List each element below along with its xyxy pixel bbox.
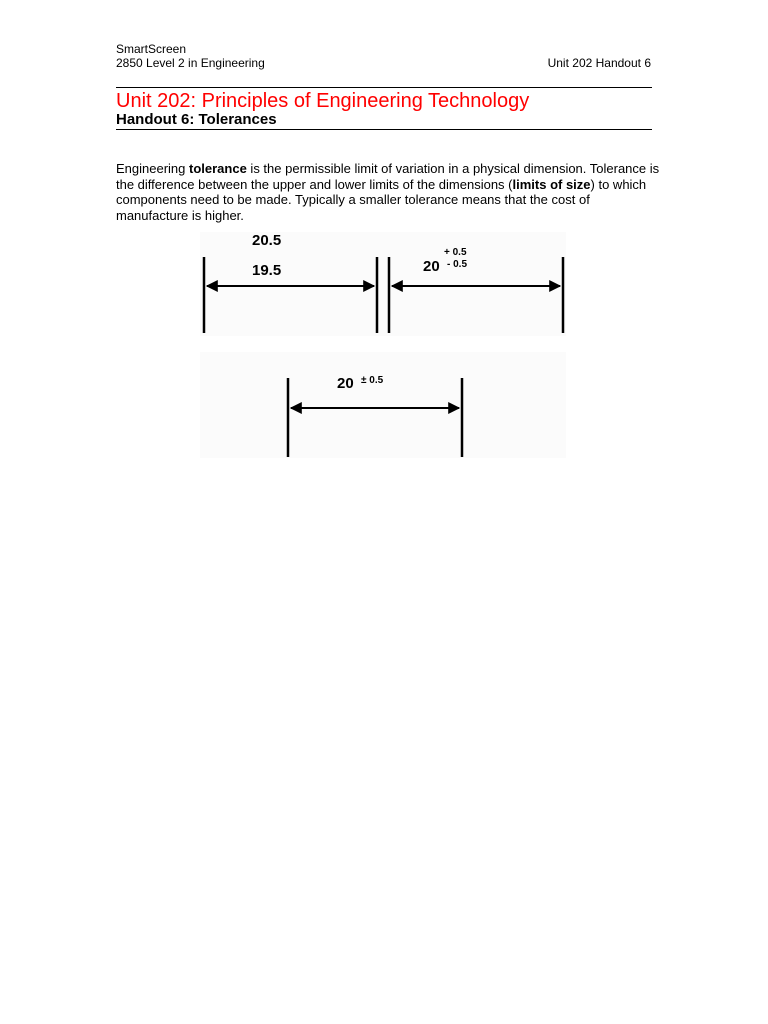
plus-minus-deviation-label: ± 0.5 bbox=[361, 375, 384, 386]
header-handout-ref: Unit 202 Handout 6 bbox=[547, 56, 651, 70]
upper-deviation-label: + 0.5 bbox=[444, 247, 467, 258]
lower-deviation-label: - 0.5 bbox=[447, 259, 468, 270]
header-org: SmartScreen bbox=[116, 42, 187, 56]
term-tolerance: tolerance bbox=[189, 161, 247, 176]
nominal-size-label: 20 bbox=[423, 258, 440, 275]
page-subtitle: Handout 6: Tolerances bbox=[116, 111, 277, 128]
nominal-size-label: 20 bbox=[337, 375, 354, 392]
page-title: Unit 202: Principles of Engineering Technology bbox=[116, 90, 530, 112]
lower-limit-label: 19.5 bbox=[252, 262, 282, 279]
document-header bbox=[116, 42, 265, 70]
intro-text-1: Engineering bbox=[116, 161, 189, 176]
header-rule bbox=[116, 87, 652, 88]
upper-limit-label: 20.5 bbox=[252, 232, 282, 249]
term-limits-of-size: limits of size bbox=[512, 176, 591, 192]
plus-minus-tolerance-figure bbox=[200, 352, 566, 458]
intro-paragraph bbox=[116, 161, 661, 223]
title-rule bbox=[116, 129, 652, 130]
header-course: 2850 Level 2 in Engineering bbox=[116, 56, 265, 70]
intro-text-3: ) to which components need to be made. Typically a smaller tolerance means that the cost of manufacture is higher. bbox=[116, 176, 647, 223]
intro-text-2: is the permissible limit of variation in a physical dimension. Tolerance is the difference between the upper and lower limits of the dimensions ( bbox=[116, 161, 660, 192]
tolerance-limits-figure bbox=[200, 232, 566, 336]
